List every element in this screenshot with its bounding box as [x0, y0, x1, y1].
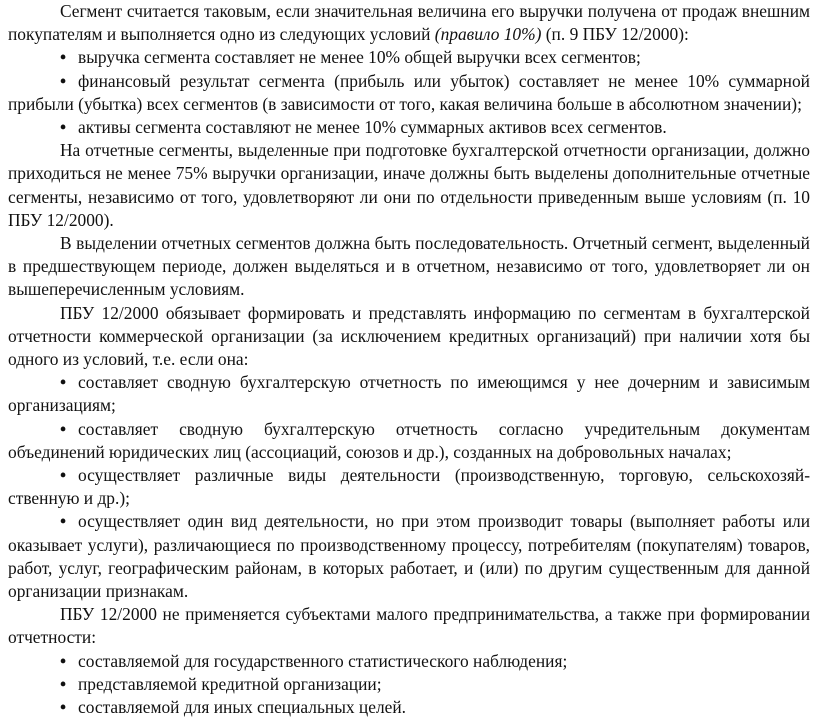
bullet-text: осуществляет различные виды деятельности (производственную, торговую, сельскохозяй-ственную и др.); — [8, 465, 810, 509]
bullet-text: представляемой кредитной организации; — [78, 673, 382, 694]
bullet-item — [8, 418, 810, 464]
bullet-text: выручка сегмента составляет не менее 10% общей выручки всех сегментов; — [78, 47, 641, 68]
bullet-icon: • — [60, 372, 67, 393]
bullet-icon: • — [60, 117, 67, 138]
paragraph-text: Сегмент считается таковым, если значительная величина его выручки получена от продаж внешним покупателям и выполняется одно из следующих условий — [8, 1, 810, 45]
bullet-icon: • — [60, 650, 67, 671]
bullet-text: осуществляет один вид деятельности, но при этом производит товары (выполняет работы или оказывает услуги), различающиеся по производственному процессу, потребителям (покупателям) товаров, работ, услуг, географическим районам, в которых работает, и (или) по другим существенным для данной организации признакам. — [8, 511, 810, 602]
bullet-item — [8, 650, 810, 673]
bullet-text: активы сегмента составляют не менее 10% суммарных активов всех сегментов. — [78, 117, 667, 138]
bullet-text: составляемой для государственного статистического наблюдения; — [78, 650, 568, 671]
bullet-item — [8, 70, 810, 116]
bullet-item — [8, 464, 810, 510]
paragraph-obligation: ПБУ 12/2000 обязывает формировать и представлять информацию по сегментам в бухгалтерской отчетности коммерческой организации (за исключением кредитных организаций) при наличии хотя бы одного из условий, т.е. если она: — [8, 302, 810, 370]
bullet-item — [8, 510, 810, 603]
bullet-icon: • — [60, 697, 67, 718]
bullet-text: финансовый результат сегмента (прибыль или убыток) составляет не менее 10% суммарной прибыли (убытка) всех сегментов (в зависимости от того, какая величина больше в абсолютном значении); — [8, 70, 810, 114]
bullet-text: составляемой для иных специальных целей. — [78, 697, 406, 718]
paragraph-exclusions: ПБУ 12/2000 не применяется субъектами малого предпринимательства, а также при формировании отчетности: — [8, 604, 810, 648]
bullet-text: составляет сводную бухгалтерскую отчетность по имеющимся у нее дочерним и зависимым организациям; — [8, 372, 810, 416]
bullet-icon: • — [60, 418, 67, 439]
bullet-item — [8, 673, 810, 696]
paragraph-text: (п. 9 ПБУ 12/2000): — [541, 24, 689, 45]
paragraph-75-percent: На отчетные сегменты, выделенные при подготовке бухгалтерской отчетности организации, должно приходиться не менее 75% выручки организации, иначе должны быть выделены дополнительные отчетные сегменты, независимо от того, удовлетворяют ли они по отдельности приведенным выше условиям (п. 10 ПБУ 12/2000). — [8, 140, 810, 230]
rule-10-percent: (правило 10%) — [434, 24, 542, 45]
paragraph-consistency: В выделении отчетных сегментов должна быть последовательность. Отчетный сегмент, выделенный в предшествующем периоде, должен выделяться и в отчетном, независимо от того, удовлетворяет ли он вышеперечисленным условиям. — [8, 233, 810, 300]
bullet-icon: • — [60, 70, 67, 91]
document-body — [8, 0, 810, 719]
bullet-text: составляет сводную бухгалтерскую отчетность согласно учредительным документам объединений юридических лиц (ассоциаций, союзов и др.), созданных на добровольных началах; — [8, 418, 810, 462]
bullet-icon: • — [60, 465, 67, 486]
paragraph-segment-definition — [8, 0, 810, 46]
bullet-item — [8, 46, 810, 69]
bullet-item — [8, 371, 810, 417]
bullet-icon: • — [60, 673, 67, 694]
bullet-icon: • — [60, 511, 67, 532]
bullet-icon: • — [60, 47, 67, 68]
bullet-item — [8, 696, 810, 719]
bullet-item — [8, 116, 810, 139]
